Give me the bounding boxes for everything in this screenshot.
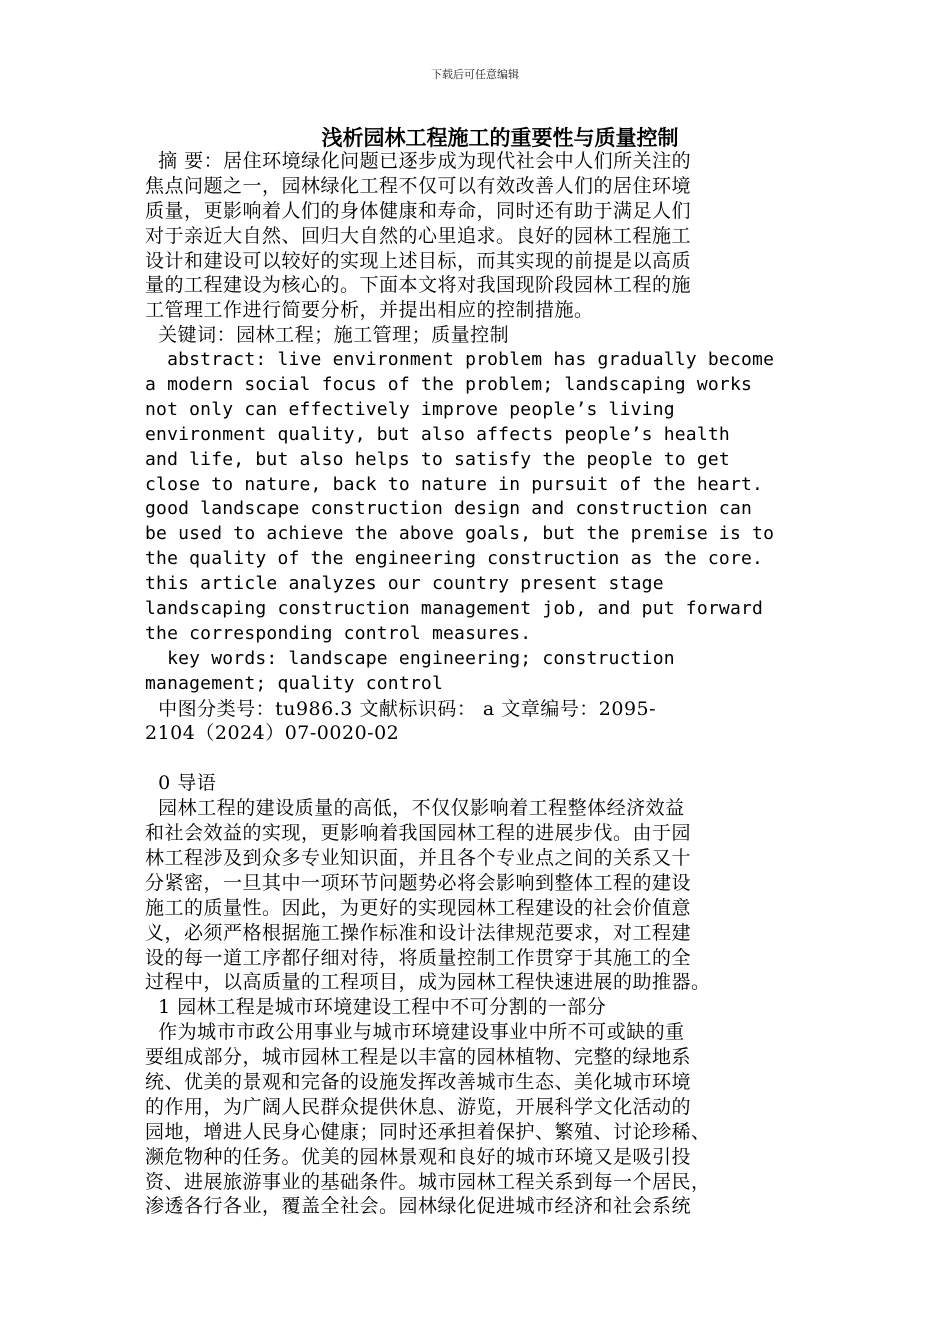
abstract-en-line: abstract: live environment problem has gradually become xyxy=(145,349,775,371)
paragraph-line: 义，必须严格根据施工操作标准和设计法律规范要求，对工程建 xyxy=(145,921,692,944)
page-title: 浅析园林工程施工的重要性与质量控制 xyxy=(321,126,679,150)
paragraph-line: 园地，增进人民身心健康；同时还承担着保护、繁殖、讨论珍稀、 xyxy=(145,1120,711,1143)
classification-line: 2104（2024）07-0020-02 xyxy=(145,722,400,745)
paragraph-line: 要组成部分，城市园林工程是以丰富的园林植物、完整的绿地系 xyxy=(145,1046,692,1069)
paragraph-line: 统、优美的景观和完备的设施发挥改善城市生态、美化城市环境 xyxy=(145,1070,692,1093)
paragraph-line: 林工程涉及到众多专业知识面，并且各个专业点之间的关系又十 xyxy=(145,846,692,869)
paragraph-line: 园林工程的建设质量的高低，不仅仅影响着工程整体经济效益 xyxy=(145,797,685,820)
abstract-en-line: good landscape construction design and construction can xyxy=(145,498,753,520)
keywords-cn: 关键词：园林工程；施工管理；质量控制 xyxy=(145,324,510,347)
abstract-en-line: a modern social focus of the problem; landscaping works xyxy=(145,374,753,396)
abstract-en xyxy=(145,348,785,647)
keywords-en xyxy=(145,647,785,697)
spacer xyxy=(145,746,785,771)
document-body xyxy=(145,149,785,1219)
section1-paragraph xyxy=(145,1020,785,1219)
paragraph-line: 设的每一道工序都仔细对待，将质量控制工作贯穿于其施工的全 xyxy=(145,946,692,969)
abstract-en-line: close to nature, back to nature in pursuit of the heart. xyxy=(145,473,764,495)
paragraph-line: 的作用，为广阔人民群众提供休息、游览，开展科学文化活动的 xyxy=(145,1095,692,1118)
keywords-en-line: key words: landscape engineering; construction xyxy=(145,647,675,669)
section-heading: 0 导语 xyxy=(145,772,217,795)
paragraph-line: 分紧密，一旦其中一项环节问题势必将会影响到整体工程的建设 xyxy=(145,871,692,894)
abstract-en-line: be used to achieve the above goals, but the premise is to xyxy=(145,523,775,545)
paragraph-line: 渗透各行各业，覆盖全社会。园林绿化促进城市经济和社会系统 xyxy=(145,1195,692,1218)
abstract-cn-line: 量的工程建设为核心的。下面本文将对我国现阶段园林工程的施 xyxy=(145,274,692,297)
abstract-cn-line: 摘 要：居住环境绿化问题已逐步成为现代社会中人们所关注的 xyxy=(145,150,692,172)
classification-info xyxy=(145,697,785,747)
header-note: 下载后可任意编辑 xyxy=(431,68,519,81)
section0-paragraph xyxy=(145,796,785,995)
abstract-cn-line: 工管理工作进行简要分析，并提出相应的控制措施。 xyxy=(145,299,594,322)
abstract-en-line: and life, but also helps to satisfy the people to get xyxy=(145,448,730,470)
paragraph-line: 施工的质量性。因此，为更好的实现园林工程建设的社会价值意 xyxy=(145,896,692,919)
abstract-en-line: landscaping construction management job, and put forward xyxy=(145,598,764,620)
abstract-cn-line: 焦点问题之一，园林绿化工程不仅可以有效改善人们的居住环境 xyxy=(145,174,692,197)
section-heading: 1 园林工程是城市环境建设工程中不可分割的一部分 xyxy=(145,996,607,1019)
paragraph-line: 濒危物种的任务。优美的园林景观和良好的城市环境又是吸引投 xyxy=(145,1145,692,1168)
abstract-en-line: this article analyzes our country present stage xyxy=(145,573,664,595)
abstract-cn-line: 质量，更影响着人们的身体健康和寿命，同时还有助于满足人们 xyxy=(145,199,692,222)
keywords-en-line: management; quality control xyxy=(145,672,443,694)
paragraph-line: 作为城市市政公用事业与城市环境建设事业中所不可或缺的重 xyxy=(145,1021,685,1044)
paragraph-line: 资、进展旅游事业的基础条件。城市园林工程关系到每一个居民， xyxy=(145,1170,711,1193)
classification-line: 中图分类号：tu986.3 文献标识码： a 文章编号：2095- xyxy=(145,697,657,720)
paragraph-line: 过程中，以高质量的工程项目，成为园林工程快速进展的助推器。 xyxy=(145,971,711,994)
abstract-en-line: environment quality, but also affects people’s health xyxy=(145,423,730,445)
abstract-en-line: the corresponding control measures. xyxy=(145,622,532,644)
abstract-cn-line: 设计和建设可以较好的实现上述目标，而其实现的前提是以高质 xyxy=(145,249,692,272)
abstract-cn-line: 对于亲近大自然、回归大自然的心里追求。良好的园林工程施工 xyxy=(145,224,692,247)
abstract-cn xyxy=(145,149,785,323)
abstract-en-line: the quality of the engineering construction as the core. xyxy=(145,548,764,570)
abstract-en-line: not only can effectively improve people’s living xyxy=(145,398,675,420)
paragraph-line: 和社会效益的实现，更影响着我国园林工程的进展步伐。由于园 xyxy=(145,822,692,845)
